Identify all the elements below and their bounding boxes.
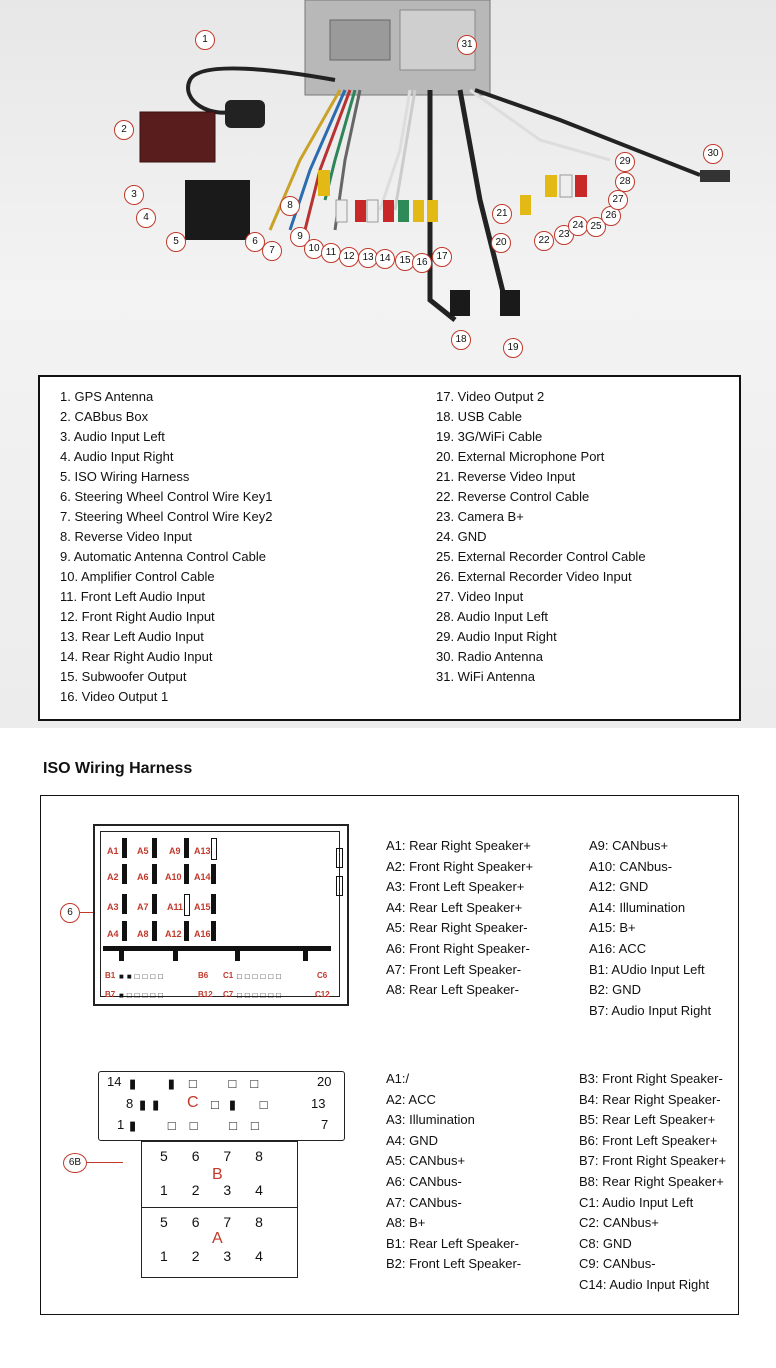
callout-10: 10 xyxy=(304,239,324,259)
pin-desc: A7: Front Left Speaker- xyxy=(386,961,522,977)
legend-item: 21. Reverse Video Input xyxy=(436,469,576,484)
pin-desc: B4: Rear Right Speaker- xyxy=(579,1091,721,1107)
iso-callout-6b: 6B xyxy=(63,1153,87,1173)
legend-item: 30. Radio Antenna xyxy=(436,649,543,664)
legend-item: 29. Audio Input Right xyxy=(436,629,557,644)
pin-desc: A3: Illumination xyxy=(386,1112,475,1128)
legend-item: 14. Rear Right Audio Input xyxy=(60,649,213,664)
pin-desc: A14: Illumination xyxy=(589,899,686,915)
legend-left-column xyxy=(60,387,272,707)
pin-label: C12 xyxy=(315,990,330,999)
iso-a-pin-list-2 xyxy=(589,836,711,1021)
iso-callout-6-line xyxy=(80,912,94,913)
callout-28: 28 xyxy=(615,172,635,192)
pin-label: A12 xyxy=(165,929,182,939)
legend-item: 11. Front Left Audio Input xyxy=(60,589,206,604)
pin-slot xyxy=(184,921,189,941)
pin-desc: C8: GND xyxy=(579,1235,632,1251)
pin-desc: A1:/ xyxy=(386,1071,410,1086)
legend-item: 17. Video Output 2 xyxy=(436,389,545,404)
pin-label: A4 xyxy=(107,929,119,939)
pin-desc: A6: CANbus- xyxy=(386,1173,462,1189)
pin-slot xyxy=(152,894,157,914)
gps-antenna-shape xyxy=(225,100,265,128)
legend-item: 7. Steering Wheel Control Wire Key2 xyxy=(60,509,273,524)
legend-item: 27. Video Input xyxy=(436,589,524,604)
pin-squares: ■□□□□□ xyxy=(119,991,166,1000)
block-b-letter: B xyxy=(212,1166,223,1183)
callout-1: 1 xyxy=(195,30,215,50)
pin-number: 20 xyxy=(317,1074,332,1089)
pin-slot xyxy=(184,894,190,916)
callout-15: 15 xyxy=(395,251,415,271)
callout-24: 24 xyxy=(568,216,588,236)
pin-desc: A16: ACC xyxy=(589,940,647,956)
pin-row-bot: ▮ □□ □□ xyxy=(129,1118,273,1133)
block-a-bottom xyxy=(160,1248,273,1264)
pin-label: A6 xyxy=(137,872,149,882)
callout-8: 8 xyxy=(280,196,300,216)
clip xyxy=(336,876,343,896)
pin-slot xyxy=(122,921,127,941)
iso-section-title: ISO Wiring Harness xyxy=(43,760,193,777)
legend-item: 9. Automatic Antenna Control Cable xyxy=(60,549,266,564)
pin-label: C1 xyxy=(223,971,234,980)
pin-desc: B2: GND xyxy=(589,982,642,998)
callout-23: 23 xyxy=(554,225,574,245)
legend-item: 5. ISO Wiring Harness xyxy=(60,469,190,484)
legend-item: 18. USB Cable xyxy=(436,409,522,424)
pin-slot xyxy=(184,838,189,858)
pin-row-top: ▮ ▮□ □□ xyxy=(129,1076,273,1091)
pin-number: 8 xyxy=(126,1096,134,1111)
pin-desc: A6: Front Right Speaker- xyxy=(386,940,530,956)
callout-19: 19 xyxy=(503,338,523,358)
pin-desc: A3: Front Left Speaker+ xyxy=(386,879,525,895)
pin-desc: B7: Front Right Speaker+ xyxy=(579,1153,727,1169)
pin-desc: B5: Rear Left Speaker+ xyxy=(579,1112,716,1128)
pin-squares: ■■□□□□ xyxy=(119,972,166,981)
pin-desc: B1: Rear Left Speaker- xyxy=(386,1235,519,1251)
pin-slot xyxy=(211,838,217,860)
pin-desc: A2: ACC xyxy=(386,1091,436,1107)
pin-desc: A4: GND xyxy=(386,1132,439,1148)
pin-desc: A10: CANbus- xyxy=(589,858,673,874)
pin-number: 14 xyxy=(107,1074,122,1089)
legend-item: 3. Audio Input Left xyxy=(60,429,165,444)
callout-17: 17 xyxy=(432,247,452,267)
block-a-letter: A xyxy=(212,1230,223,1247)
pin-label: A10 xyxy=(165,872,182,882)
pin-label: A11 xyxy=(167,902,184,912)
iso-callout-6: 6 xyxy=(60,903,80,923)
legend-item: 28. Audio Input Left xyxy=(436,609,549,624)
pin-label: B1 xyxy=(105,971,116,980)
rca-plugs xyxy=(318,170,730,316)
iso-diagram-box xyxy=(40,795,739,1315)
connector-c-letter: C xyxy=(187,1094,199,1111)
pin-8: 8 xyxy=(255,1148,273,1164)
pin-1: 1 xyxy=(160,1248,178,1264)
pin-desc: C9: CANbus- xyxy=(579,1256,656,1272)
pin-desc: A2: Front Right Speaker+ xyxy=(386,858,534,874)
pin-desc: A8: Rear Left Speaker- xyxy=(386,982,519,998)
iso-connector-b-block xyxy=(141,1141,298,1278)
legend-item: 1. GPS Antenna xyxy=(60,389,154,404)
canbus-box-shape xyxy=(140,112,215,162)
pin-label: B7 xyxy=(105,990,116,999)
legend-item: 12. Front Right Audio Input xyxy=(60,609,215,624)
legend-item: 15. Subwoofer Output xyxy=(60,669,187,684)
pin-slot xyxy=(122,864,127,884)
legend-item: 6. Steering Wheel Control Wire Key1 xyxy=(60,489,273,504)
pin-2: 2 xyxy=(191,1248,210,1264)
pin-label: C6 xyxy=(317,971,328,980)
head-unit-port xyxy=(330,20,390,60)
pin-5: 5 xyxy=(160,1214,178,1230)
pin-desc: B8: Rear Right Speaker+ xyxy=(579,1173,724,1189)
legend-item: 20. External Microphone Port xyxy=(436,449,605,464)
pin-slot xyxy=(211,894,216,914)
callout-30: 30 xyxy=(703,144,723,164)
callout-20: 20 xyxy=(491,233,511,253)
callout-25: 25 xyxy=(586,217,606,237)
iso-connector-b-20pin xyxy=(98,1071,345,1141)
pin-4: 4 xyxy=(255,1248,273,1264)
callout-18: 18 xyxy=(451,330,471,350)
pin-desc: B2: Front Left Speaker- xyxy=(386,1256,522,1272)
iso-connector-a xyxy=(93,824,349,1006)
pin-desc: A8: B+ xyxy=(386,1215,426,1231)
pin-label: A14 xyxy=(194,872,211,882)
legend-item: 31. WiFi Antenna xyxy=(436,669,535,684)
legend-item: 25. External Recorder Control Cable xyxy=(436,549,646,564)
iso-b-pin-list-1 xyxy=(386,1069,521,1275)
callout-29: 29 xyxy=(615,152,635,172)
block-b-bottom xyxy=(160,1182,273,1198)
pin-label: A5 xyxy=(137,846,149,856)
pin-slot xyxy=(211,864,216,884)
pin-label: A16 xyxy=(194,929,211,939)
pin-row-mid-2: □▮ □ xyxy=(211,1097,278,1112)
pin-label: B6 xyxy=(198,971,209,980)
pin-label: A9 xyxy=(169,846,181,856)
pin-desc: B7: Audio Input Right xyxy=(589,1002,712,1018)
pin-4: 4 xyxy=(255,1182,273,1198)
legend-item: 22. Reverse Control Cable xyxy=(436,489,590,504)
pin-number: 1 xyxy=(117,1117,125,1132)
pin-desc: A5: CANbus+ xyxy=(386,1153,466,1169)
pin-desc: B1: AUdio Input Left xyxy=(589,961,705,977)
pin-number: 7 xyxy=(321,1117,329,1132)
pin-label: A15 xyxy=(194,902,211,912)
pin-desc: C1: Audio Input Left xyxy=(579,1194,694,1210)
iso-b-pin-list-2 xyxy=(579,1069,726,1296)
legend-item: 13. Rear Left Audio Input xyxy=(60,629,204,644)
callout-22: 22 xyxy=(534,231,554,251)
pin-7: 7 xyxy=(223,1214,242,1230)
clip xyxy=(336,848,343,868)
pin-squares: □□□□□□ xyxy=(237,972,284,981)
pin-3: 3 xyxy=(223,1182,242,1198)
pin-slot xyxy=(152,921,157,941)
pin-2: 2 xyxy=(191,1182,210,1198)
legend-item: 4. Audio Input Right xyxy=(60,449,174,464)
pin-5: 5 xyxy=(160,1148,178,1164)
pin-slot xyxy=(152,864,157,884)
pin-desc: A9: CANbus+ xyxy=(589,838,669,853)
pin-slot xyxy=(152,838,157,858)
legend-item: 23. Camera B+ xyxy=(436,509,524,524)
callout-12: 12 xyxy=(339,247,359,267)
legend-item: 16. Video Output 1 xyxy=(60,689,169,704)
pin-number: 13 xyxy=(311,1096,326,1111)
pin-label: B12 xyxy=(198,990,213,999)
pin-slot xyxy=(184,864,189,884)
pin-label: A13 xyxy=(194,846,211,856)
pin-7: 7 xyxy=(223,1148,242,1164)
legend-item: 10. Amplifier Control Cable xyxy=(60,569,215,584)
pin-desc: B6: Front Left Speaker+ xyxy=(579,1132,718,1148)
legend-box xyxy=(38,375,741,721)
legend-item: 24. GND xyxy=(436,529,487,544)
divider-bar xyxy=(103,946,331,951)
pin-desc: A5: Rear Right Speaker- xyxy=(386,920,528,936)
pin-desc: A1: Rear Right Speaker+ xyxy=(386,838,531,853)
callout-21: 21 xyxy=(492,204,512,224)
callout-7: 7 xyxy=(262,241,282,261)
iso-callout-6b-line xyxy=(87,1162,123,1163)
pin-label: A2 xyxy=(107,872,119,882)
callout-13: 13 xyxy=(358,248,378,268)
pin-desc: A12: GND xyxy=(589,879,649,895)
callout-16: 16 xyxy=(412,253,432,273)
callout-6: 6 xyxy=(245,232,265,252)
pin-desc: B3: Front Right Speaker- xyxy=(579,1071,723,1086)
callout-26: 26 xyxy=(601,206,621,226)
pin-slot xyxy=(122,894,127,914)
pin-label: C7 xyxy=(223,990,234,999)
pin-slot xyxy=(122,838,127,858)
legend-item: 8. Reverse Video Input xyxy=(60,529,193,544)
callout-14: 14 xyxy=(375,249,395,269)
callout-3: 3 xyxy=(124,185,144,205)
legend-right-column xyxy=(436,387,646,687)
pin-label: A7 xyxy=(137,902,149,912)
pin-desc: C14: Audio Input Right xyxy=(579,1276,710,1292)
callout-11: 11 xyxy=(321,243,341,263)
legend-item: 19. 3G/WiFi Cable xyxy=(436,429,543,444)
callout-2: 2 xyxy=(114,120,134,140)
pin-6: 6 xyxy=(191,1148,210,1164)
pin-label: A1 xyxy=(107,846,119,856)
legend-item: 26. External Recorder Video Input xyxy=(436,569,632,584)
pin-6: 6 xyxy=(191,1214,210,1230)
pin-desc: A4: Rear Left Speaker+ xyxy=(386,899,523,915)
iso-harness-shape xyxy=(185,180,250,240)
pin-label: A3 xyxy=(107,902,119,912)
iso-a-pin-list-1 xyxy=(386,836,533,1001)
block-a-top xyxy=(160,1214,273,1230)
callout-5: 5 xyxy=(166,232,186,252)
callout-31: 31 xyxy=(457,35,477,55)
pin-slot xyxy=(211,921,216,941)
pin-desc: A7: CANbus- xyxy=(386,1194,462,1210)
callout-4: 4 xyxy=(136,208,156,228)
callout-27: 27 xyxy=(608,190,628,210)
pin-row-mid: ▮▮ xyxy=(139,1097,166,1112)
pin-3: 3 xyxy=(223,1248,242,1264)
pin-label: A8 xyxy=(137,929,149,939)
callout-9: 9 xyxy=(290,227,310,247)
pin-1: 1 xyxy=(160,1182,178,1198)
legend-item: 2. CABbus Box xyxy=(60,409,149,424)
pin-desc: C2: CANbus+ xyxy=(579,1215,659,1231)
pin-desc: A15: B+ xyxy=(589,920,636,936)
block-b-top xyxy=(160,1148,273,1164)
wire-bundle xyxy=(270,90,700,320)
pin-squares: □□□□□□ xyxy=(237,991,284,1000)
pin-8: 8 xyxy=(255,1214,273,1230)
